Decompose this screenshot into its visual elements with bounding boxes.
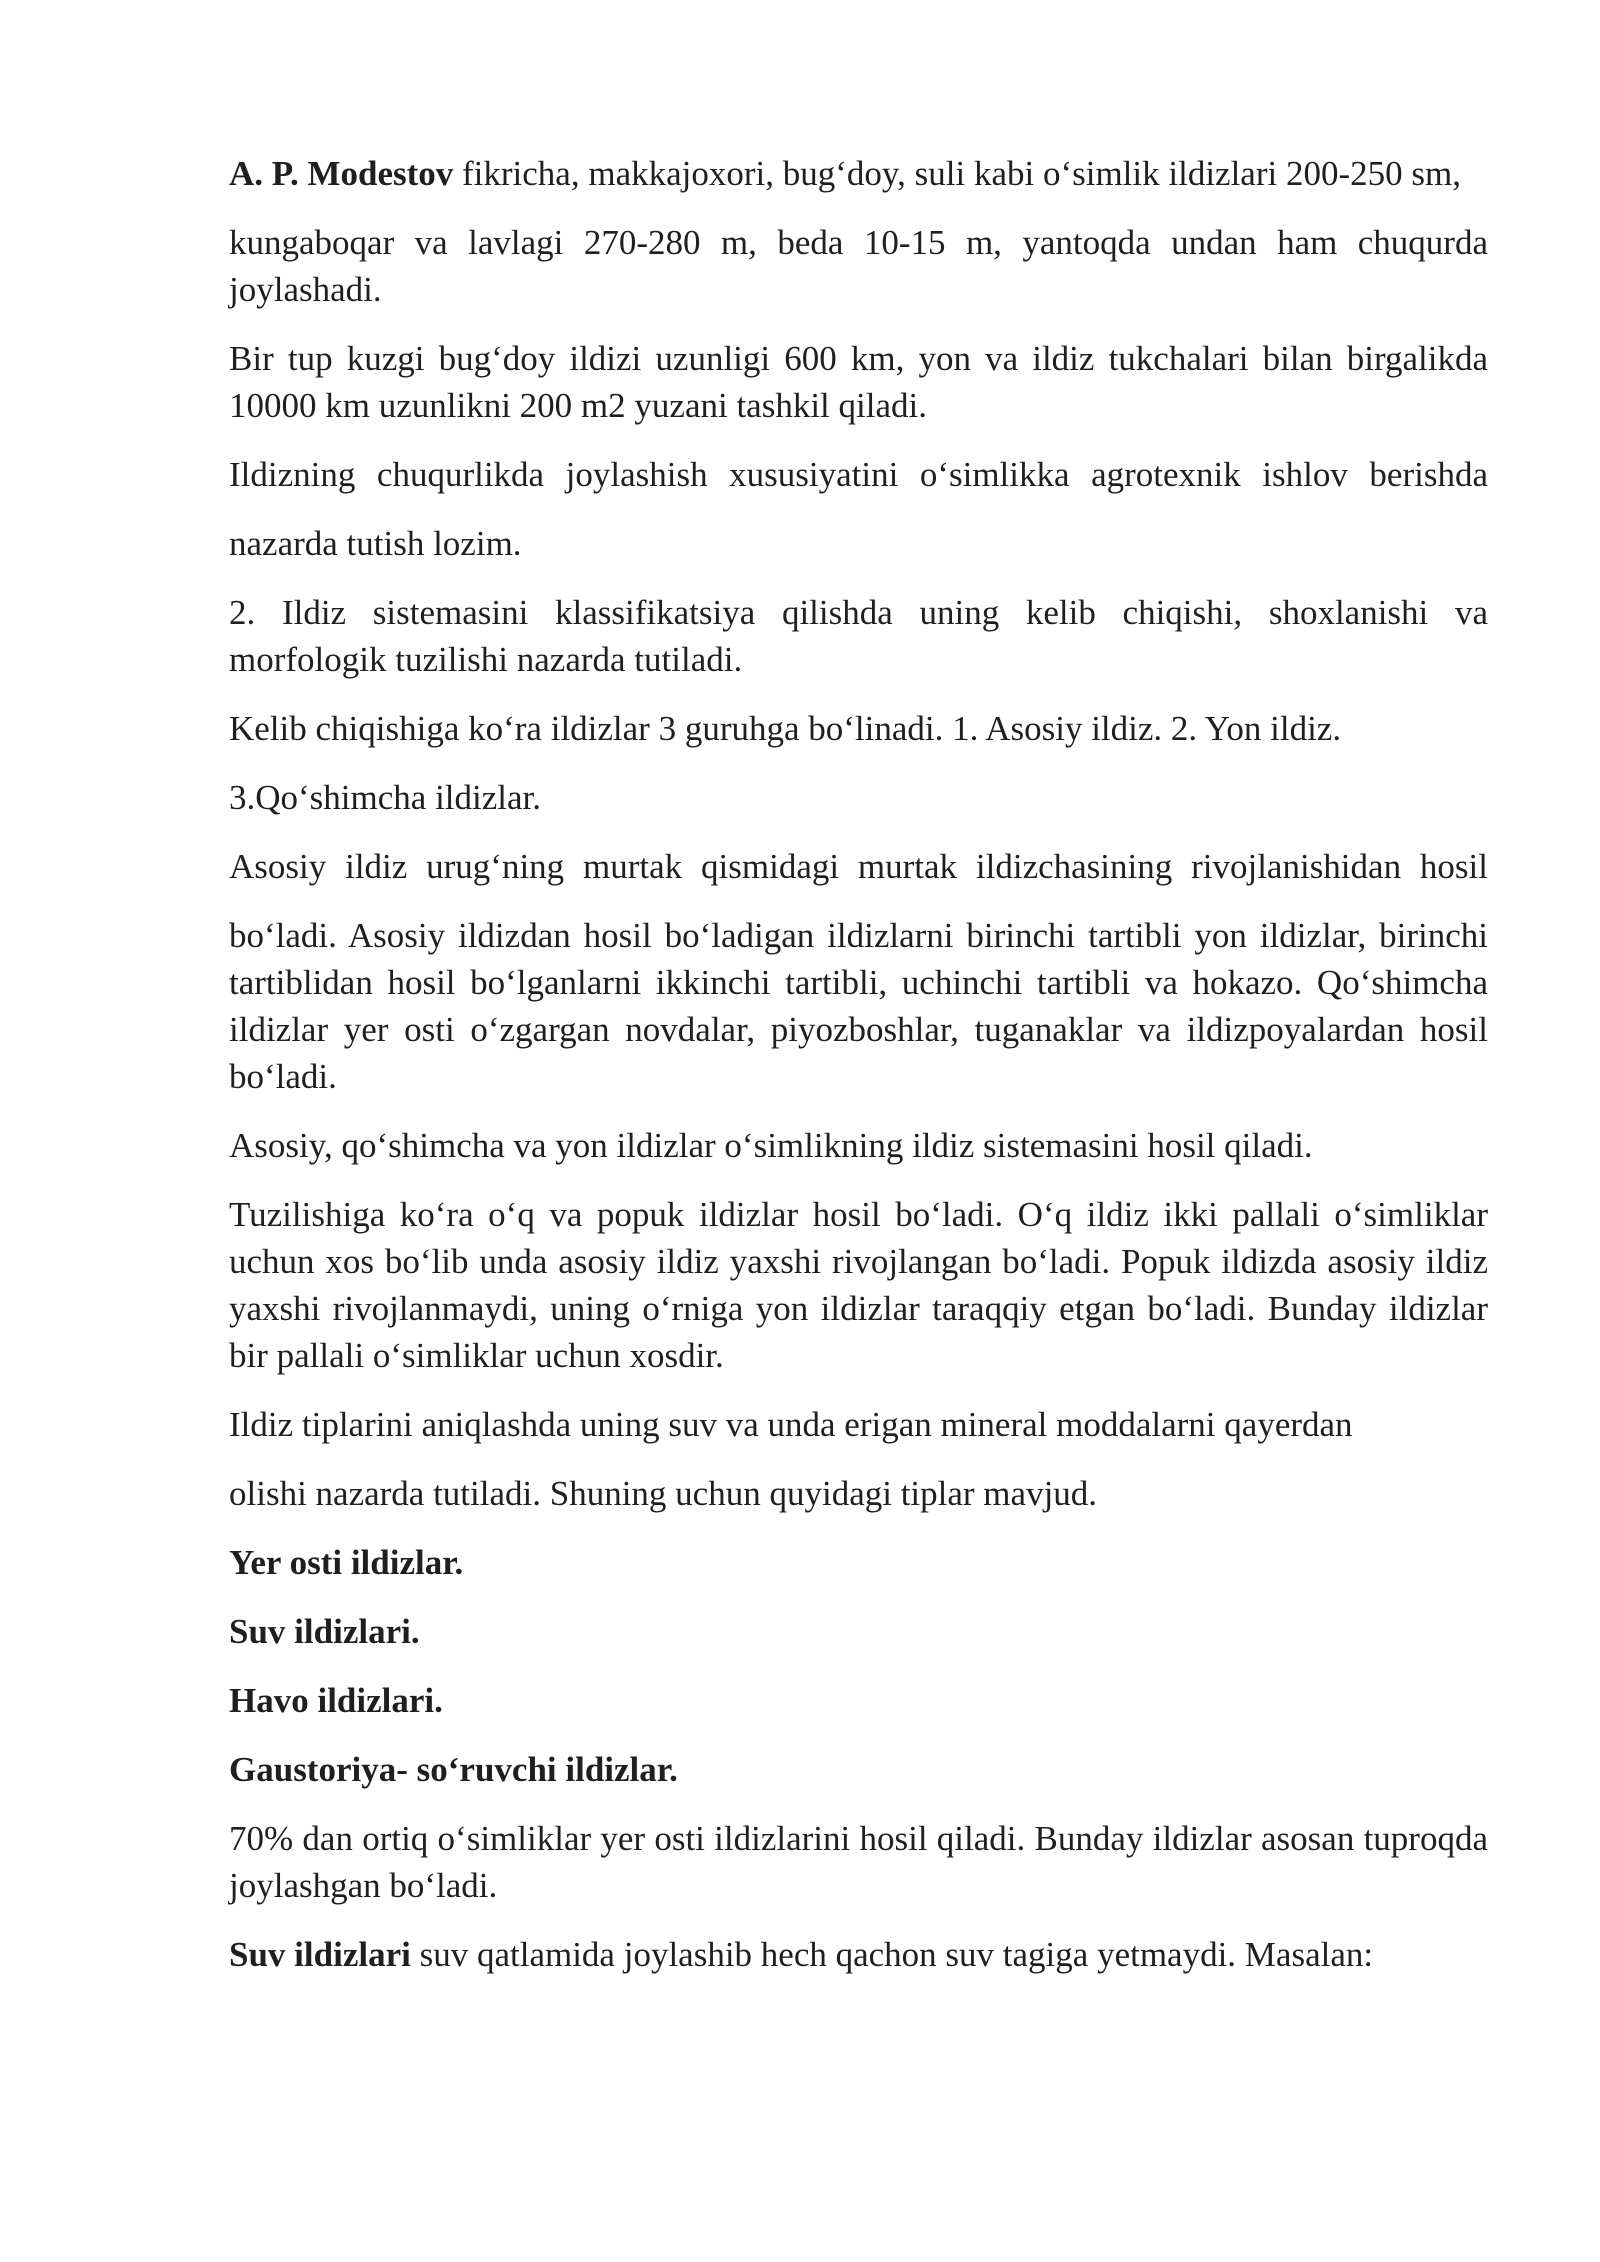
paragraph-root-system: Asosiy, qo‘shimcha va yon ildizlar o‘simlikning ildiz sistemasini hosil qiladi. <box>229 1126 1313 1165</box>
paragraph-origin: Kelib chiqishiga ko‘ra ildizlar 3 guruhga bo‘linadi. 1. Asosiy ildiz. 2. Yon ildiz. <box>229 709 1342 748</box>
paragraph-agrotech: Ildizning chuqurlikda joylashish xususiyatini o‘simlikka agrotexnik ishlov berishda <box>229 455 1488 494</box>
paragraph-lateral-roots: bo‘ladi. Asosiy ildizdan hosil bo‘ladigan ildizlarni birinchi tartibli yon ildizlar, birinchi tartiblidan hosil bo‘lganlarni ikkinchi tartibli, uchinchi tartibli va hokazo. Qo‘shimcha ildizlar yer osti o‘zgargan novdalar, piyozboshlar, tuganaklar va ildizpoyalardan hosil bo‘ladi. <box>229 916 1488 1096</box>
water-roots-term: Suv ildizlari <box>229 1935 411 1974</box>
paragraph-adventitious: 3.Qo‘shimcha ildizlar. <box>229 778 542 817</box>
paragraph-water-roots <box>229 1931 1488 1978</box>
paragraph-main-root: Asosiy ildiz urug‘ning murtak qismidagi murtak ildizchasining rivojlanishidan hosil <box>229 847 1488 886</box>
paragraph-root-types: Ildiz tiplarini aniqlashda uning suv va unda erigan mineral moddalarni qayerdan <box>229 1405 1353 1444</box>
paragraph-modestov <box>229 150 1488 197</box>
paragraph-wheat-root: Bir tup kuzgi bug‘doy ildizi uzunligi 600 km, yon va ildiz tukchalari bilan birgalikda 10000 km uzunlikni 200 m2 yuzani tashkil qiladi. <box>229 339 1488 425</box>
heading-air-roots: Havo ildizlari. <box>229 1681 443 1720</box>
paragraph-agrotech-cont: nazarda tutish lozim. <box>229 524 522 563</box>
paragraph-seventy-percent: 70% dan ortiq o‘simliklar yer osti ildizlarini hosil qiladi. Bunday ildizlar asosan tuproqda joylashgan bo‘ladi. <box>229 1819 1488 1905</box>
heading-water-roots: Suv ildizlari. <box>229 1612 420 1651</box>
paragraph-root-types-cont: olishi nazarda tutiladi. Shuning uchun quyidagi tiplar mavjud. <box>229 1474 1098 1513</box>
paragraph-text: fikricha, makkajoxori, bug‘doy, suli kabi o‘simlik ildizlari 200-250 sm, <box>453 154 1461 193</box>
paragraph-classification: 2. Ildiz sistemasini klassifikatsiya qilishda uning kelib chiqishi, shoxlanishi va morfologik tuzilishi nazarda tutiladi. <box>229 593 1488 679</box>
paragraph-structure: Tuzilishiga ko‘ra o‘q va popuk ildizlar hosil bo‘ladi. O‘q ildiz ikki pallali o‘simliklar uchun xos bo‘lib unda asosiy ildiz yaxshi rivojlangan bo‘ladi. Popuk ildizda asosiy ildiz yaxshi rivojlanmaydi, uning o‘rniga yon ildizlar taraqqiy etgan bo‘ladi. Bunday ildizlar bir pallali o‘simliklar uchun xosdir. <box>229 1195 1488 1375</box>
paragraph-depths: kungaboqar va lavlagi 270-280 m, beda 10-15 m, yantoqda undan ham chuqurda joylashadi. <box>229 223 1488 309</box>
heading-underground-roots: Yer osti ildizlar. <box>229 1543 464 1582</box>
paragraph-text: suv qatlamida joylashib hech qachon suv tagiga yetmaydi. Masalan: <box>410 1935 1374 1974</box>
heading-haustoria: Gaustoriya- so‘ruvchi ildizlar. <box>229 1750 678 1789</box>
document-page <box>229 150 1488 2000</box>
author-name: A. P. Modestov <box>229 154 454 193</box>
